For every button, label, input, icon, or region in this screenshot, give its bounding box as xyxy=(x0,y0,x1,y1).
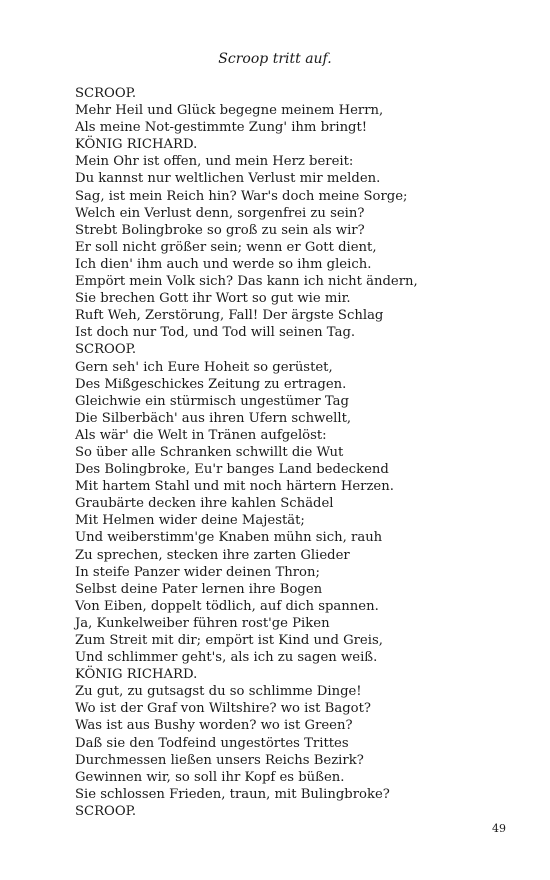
verse-line: Graubärte decken ihre kahlen Schädel xyxy=(75,496,334,512)
verse-line: Zum Streit mit dir; empört ist Kind und Greis, xyxy=(75,633,383,648)
verse-line: Gleichwie ein stürmisch ungestümer Tag xyxy=(75,393,349,409)
verse-line: KÖNIG RICHARD. xyxy=(75,667,198,683)
verse-line: Du kannst nur weltlichen Verlust mir melden. xyxy=(75,171,381,187)
verse-line: Und weiberstimm'ge Knaben mühn sich, rauh xyxy=(75,530,383,546)
page-number: 49 xyxy=(492,822,506,835)
stage-direction: Scroop tritt auf. xyxy=(218,51,332,67)
verse-line: Zu gut, zu gutsagst du so schlimme Dinge! xyxy=(75,684,362,700)
verse-line: Als wär' die Welt in Tränen aufgelöst: xyxy=(75,427,327,443)
verse-line: Sie schlossen Frieden, traun, mit Bulingbroke? xyxy=(75,786,390,802)
verse-line: Wo ist der Graf von Wiltshire? wo ist Bagot? xyxy=(75,701,371,717)
verse-line: Als meine Not-gestimmte Zung' ihm bringt! xyxy=(75,120,368,136)
verse-line: Welch ein Verlust denn, sorgenfrei zu sein? xyxy=(75,205,365,221)
verse-line: SCROOP. xyxy=(75,86,137,101)
verse-line: Mein Ohr ist offen, und mein Herz bereit: xyxy=(75,154,354,170)
verse-line: KÖNIG RICHARD. xyxy=(75,137,198,153)
verse-line: In steife Panzer wider deinen Thron; xyxy=(75,564,320,580)
verse-line: Daß sie den Todfeind ungestörtes Trittes xyxy=(75,735,349,751)
verse-line: SCROOP. xyxy=(75,342,137,358)
verse-line: Selbst deine Pater lernen ihre Bogen xyxy=(75,581,323,597)
verse-line: SCROOP. xyxy=(75,803,137,819)
verse-line: Mehr Heil und Glück begegne meinem Herrn, xyxy=(75,103,384,119)
verse-line: Ruft Weh, Zerstörung, Fall! Der ärgste Schlag xyxy=(75,308,384,324)
verse-line: Von Eiben, doppelt tödlich, auf dich spannen. xyxy=(75,598,379,614)
verse-line: So über alle Schranken schwillt die Wut xyxy=(75,444,344,460)
verse-line: Mit Helmen wider deine Majestät; xyxy=(75,513,305,529)
verse-line: Er soll nicht größer sein; wenn er Gott dient, xyxy=(75,239,377,255)
verse-line: Die Silberbäch' aus ihren Ufern schwellt, xyxy=(75,410,352,426)
verse-line: Sie brechen Gott ihr Wort so gut wie mir. xyxy=(75,291,351,307)
verse-line: Ich dien' ihm auch und werde so ihm gleich. xyxy=(75,256,372,272)
verse-line: Gern seh' ich Eure Hoheit so gerüstet, xyxy=(75,359,333,375)
verse-line: Was ist aus Bushy worden? wo ist Green? xyxy=(75,718,353,734)
verse-line: Ja, Kunkelweiber führen rost'ge Piken xyxy=(75,615,330,631)
verse-line: Des Bolingbroke, Eu'r banges Land bedeckend xyxy=(75,462,389,478)
verse-text xyxy=(75,85,525,820)
verse-line: Durchmessen ließen unsers Reichs Bezirk? xyxy=(75,752,364,768)
verse-line: Ist doch nur Tod, und Tod will seinen Tag. xyxy=(75,325,356,341)
verse-line: Mit hartem Stahl und mit noch härtern Herzen. xyxy=(75,479,394,495)
verse-line: Strebt Bolingbroke so groß zu sein als wir? xyxy=(75,222,365,238)
verse-line: Empört mein Volk sich? Das kann ich nicht ändern, xyxy=(75,274,418,290)
verse-line: Und schlimmer geht's, als ich zu sagen weiß. xyxy=(75,650,378,666)
verse-line: Sag, ist mein Reich hin? War's doch meine Sorge; xyxy=(75,188,408,204)
verse-line: Zu sprechen, stecken ihre zarten Glieder xyxy=(75,547,350,563)
verse-line: Gewinnen wir, so soll ihr Kopf es büßen. xyxy=(75,769,345,785)
verse-line: Des Mißgeschickes Zeitung zu ertragen. xyxy=(75,376,347,392)
